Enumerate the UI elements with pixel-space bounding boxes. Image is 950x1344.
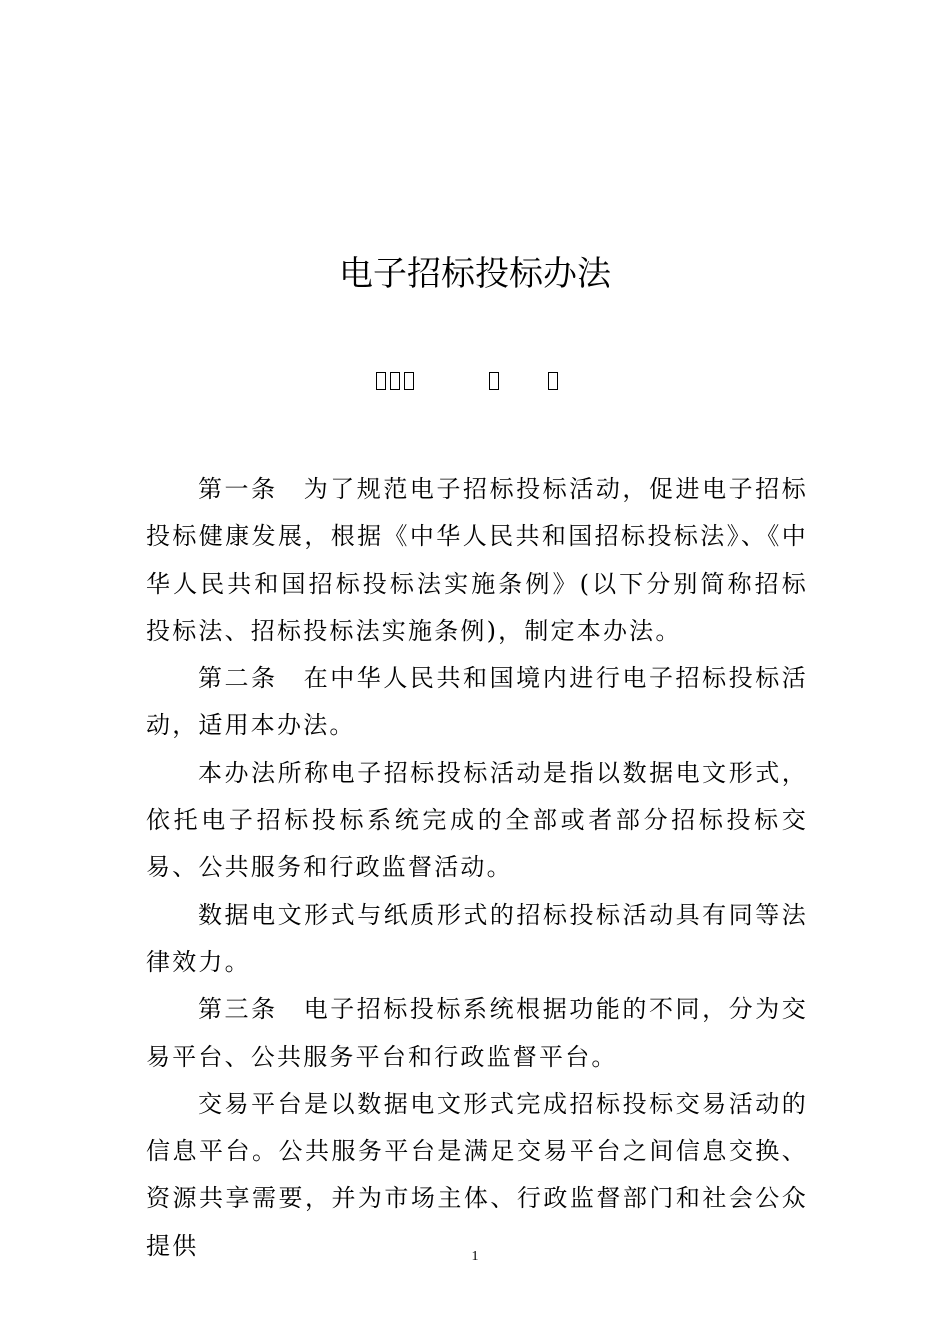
missing-glyph-icon	[390, 372, 400, 390]
missing-glyph-icon	[376, 372, 386, 390]
paragraph	[146, 466, 808, 655]
paragraph-text: 数据电文形式与纸质形式的招标投标活动具有同等法律效力。	[146, 900, 808, 976]
article-heading: 第二条	[198, 664, 278, 693]
paragraph	[146, 750, 808, 892]
paragraph-text: 本办法所称电子招标投标活动是指以数据电文形式，依托电子招标投标系统完成的全部或者部分招标投标交易、公共服务和行政监督活动。	[146, 758, 808, 882]
document-subtitle-unrendered-glyphs	[0, 364, 950, 400]
paragraph-text: 在中华人民共和国境内进行电子招标投标活动，适用本办法。	[146, 664, 808, 740]
paragraph	[146, 986, 808, 1081]
paragraph-text: 为了规范电子招标投标活动，促进电子招标投标健康发展，根据《中华人民共和国招标投标法》、《中华人民共和国招标投标法实施条例》(以下分别简称招标投标法、招标投标法实施条例)，制定本办法。	[146, 475, 808, 645]
paragraph-text: 电子招标投标系统根据功能的不同，分为交易平台、公共服务平台和行政监督平台。	[146, 995, 808, 1071]
article-heading: 第三条	[198, 995, 278, 1024]
missing-glyph-icon	[489, 372, 499, 390]
paragraph	[146, 655, 808, 750]
missing-glyph-icon	[548, 372, 558, 390]
missing-glyph-icon	[404, 372, 414, 390]
article-heading: 第一条	[198, 475, 278, 503]
page-number: 1	[471, 1249, 479, 1264]
document-body	[146, 466, 808, 1270]
paragraph	[146, 1081, 808, 1270]
paragraph	[146, 892, 808, 987]
document-title: 电子招标投标办法	[339, 254, 611, 294]
paragraph-text: 交易平台是以数据电文形式完成招标投标交易活动的信息平台。公共服务平台是满足交易平台之间信息交换、资源共享需要，并为市场主体、行政监督部门和社会公众提供	[146, 1089, 808, 1260]
